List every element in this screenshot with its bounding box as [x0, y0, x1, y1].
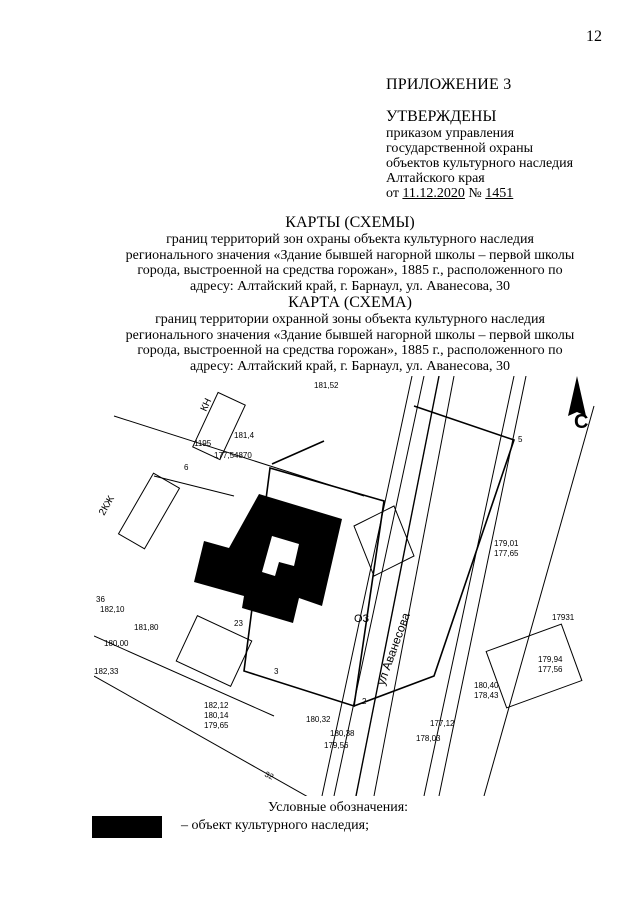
- map-label: 179,56: [324, 741, 349, 750]
- map-label: 2: [362, 697, 367, 706]
- approval-line: Алтайского края: [386, 171, 485, 186]
- map-description-line: границ территории охранной зоны объекта культурного наследия: [155, 312, 545, 327]
- map-label: 180,40: [474, 681, 499, 690]
- map-label: 180,14: [204, 711, 229, 720]
- map-label: 179,65: [204, 721, 229, 730]
- map-label: 6: [184, 463, 189, 472]
- legend-swatch: [92, 816, 162, 838]
- map-label: 177,12: [430, 719, 455, 728]
- map-label: 181,80: [134, 623, 159, 632]
- zone-label: ОЗ: [354, 613, 370, 625]
- approval-date-line: [386, 186, 626, 201]
- map-label: 36: [96, 595, 105, 604]
- map-label: 179,94: [538, 655, 563, 664]
- page-number: 12: [586, 28, 602, 45]
- map-label: 182,10: [100, 605, 125, 614]
- map-label: КН: [198, 396, 215, 414]
- survey-labels: [94, 381, 575, 782]
- map-label: 179,01: [494, 539, 519, 548]
- map-heading-block: [80, 294, 620, 374]
- north-arrow: [568, 376, 586, 416]
- map-label: 181,52: [314, 381, 339, 390]
- map-label: 177,65: [494, 549, 519, 558]
- maps-description-line: адресу: Алтайский край, г. Барнаул, ул. Аванесова, 30: [189, 278, 511, 294]
- map-label: 3: [274, 667, 279, 676]
- appendix-title: ПРИЛОЖЕНИЕ 3: [386, 76, 512, 93]
- map-description-line: регионального значения «Здание бывшей нагорной школы – первой школы: [125, 327, 575, 343]
- map-label: 180,00: [104, 639, 129, 648]
- maps-description-line: регионального значения «Здание бывшей нагорной школы – первой школы: [125, 247, 575, 263]
- map-label: 5: [518, 435, 523, 444]
- map-label: 177,56: [538, 665, 563, 674]
- site-scheme-map: [94, 376, 608, 796]
- map-label: 177,54870: [214, 451, 252, 460]
- approval-line: государственной охраны: [386, 141, 534, 156]
- map-label: 32: [263, 769, 276, 782]
- legend-title: Условные обозначения:: [268, 800, 409, 815]
- street-label: ул Аванесова: [373, 610, 413, 688]
- legend-item-label: – объект культурного наследия;: [181, 818, 369, 833]
- approval-line: приказом управления: [386, 126, 515, 141]
- map-label: 178,43: [474, 691, 499, 700]
- approval-line: объектов культурного наследия: [386, 156, 574, 171]
- north-label: С: [574, 411, 589, 433]
- approval-date: 11.12.2020: [402, 186, 465, 201]
- map-description-line: города, выстроенной на средства горожан», 1885 г., расположенного по: [137, 343, 563, 358]
- map-label: 182,12: [204, 701, 229, 710]
- map-label: 23: [234, 619, 243, 628]
- map-label: 17931: [552, 613, 575, 622]
- map-label: 1195: [194, 439, 212, 448]
- map-description-line: адресу: Алтайский край, г. Барнаул, ул. Аванесова, 30: [189, 358, 511, 374]
- approved-title: УТВЕРЖДЕНЫ: [386, 108, 497, 125]
- number-prefix: №: [464, 186, 486, 201]
- map-label: 2КЖ: [97, 494, 117, 518]
- map-label: 181,4: [234, 431, 255, 440]
- maps-description-line: города, выстроенной на средства горожан», 1885 г., расположенного по: [137, 263, 563, 278]
- maps-description-line: границ территорий зон охраны объекта культурного наследия: [166, 232, 534, 247]
- map-label: 178,03: [416, 734, 441, 743]
- north-arrow-icon: [568, 376, 586, 416]
- map-title: КАРТА (СХЕМА): [288, 294, 412, 311]
- approval-block: [386, 108, 626, 201]
- approval-number: 1451: [485, 186, 514, 201]
- map-label: 180,32: [306, 715, 331, 724]
- map-label: 180,38: [330, 729, 355, 738]
- maps-title: КАРТЫ (СХЕМЫ): [285, 214, 415, 231]
- map-label: 182,33: [94, 667, 119, 676]
- maps-heading-block: [80, 214, 620, 294]
- date-prefix: от: [386, 186, 403, 201]
